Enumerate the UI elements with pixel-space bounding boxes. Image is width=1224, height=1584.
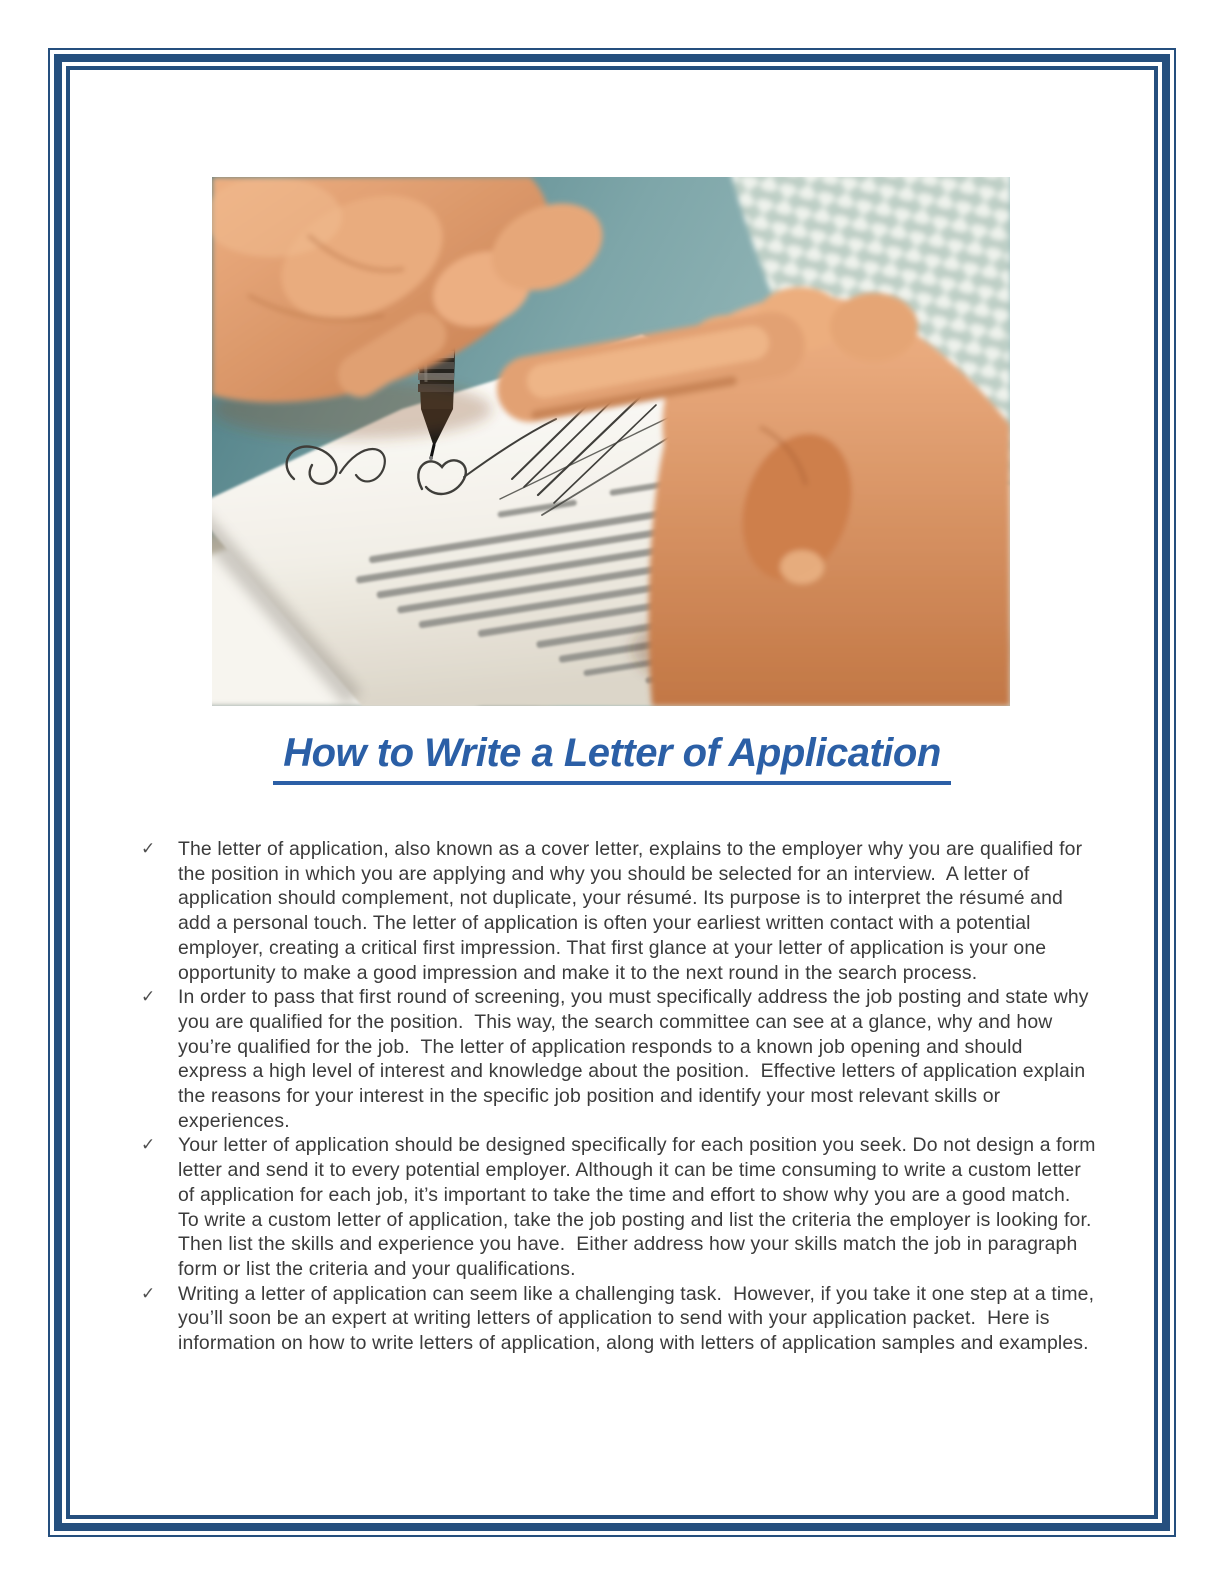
list-item	[138, 837, 1096, 985]
title-row	[0, 731, 1224, 785]
list-item	[138, 1282, 1100, 1356]
bullet-text: Writing a letter of application can seem like a challenging task. However, if you take it one step at a time, you’ll soon be an expert at writing letters of application to send with your application packet. Here is information on how to write letters of application, along with letters of application samples and examples.	[178, 1282, 1100, 1355]
bullet-text: The letter of application, also known as a cover letter, explains to the employer why you are qualified for the position in which you are applying and why you should be selected for an interview. A letter of application should complement, not duplicate, your résumé. Its purpose is to interpret the résumé and add a personal touch. The letter of application is often your earliest written contact with a potential employer, creating a critical first impression. That first glance at your letter of application is your one opportunity to make a good impression and make it to the next round in the search process.	[178, 838, 1088, 984]
check-bullet-icon: ✓	[141, 987, 156, 1007]
list-item	[138, 1133, 1103, 1281]
signing-photo-art	[212, 177, 1010, 706]
bullet-text: Your letter of application should be designed specifically for each position you seek. Do not design a form letter and send it to every potential employer. Although it can be time consuming to write a custom letter of application for each job, it’s important to take the time and effort to show why you are a good match. To write a custom letter of application, take the job posting and list the criteria the employer is looking for. Then list the skills and experience you have. Either address how your skills match the job in paragraph form or list the criteria and your qualifications.	[178, 1134, 1103, 1280]
bullet-list	[138, 837, 1103, 1356]
check-bullet-icon: ✓	[141, 1135, 156, 1155]
signing-photo	[212, 177, 1010, 706]
page-title: How to Write a Letter of Application	[273, 731, 951, 785]
bullet-text: In order to pass that first round of screening, you must specifically address the job posting and state why you are qualified for the position. This way, the search committee can see at a glance, why and how you’re qualified for the job. The letter of application responds to a known job opening and should express a high level of interest and knowledge about the position. Effective letters of application explain the reasons for your interest in the specific job position and identify your most relevant skills or experiences.	[178, 986, 1095, 1132]
check-bullet-icon: ✓	[141, 1283, 156, 1303]
list-item	[138, 985, 1096, 1133]
check-bullet-icon: ✓	[141, 839, 156, 858]
